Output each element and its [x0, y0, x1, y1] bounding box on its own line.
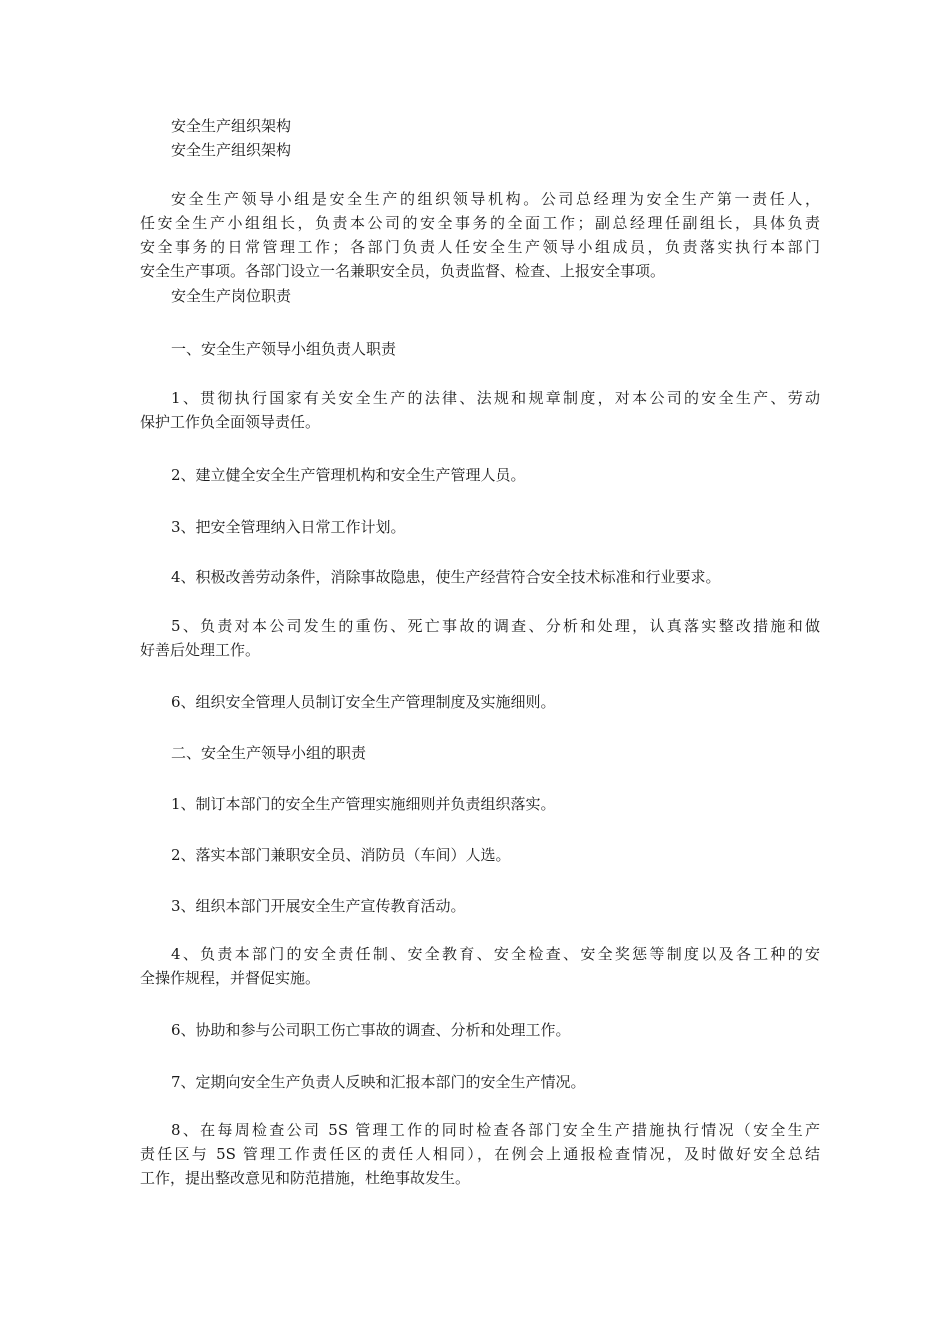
section-2-item-8: 8、在每周检查公司 5S 管理工作的同时检查各部门安全生产措施执行情况（安全生产: [171, 1121, 820, 1139]
section-2-item-8-cont: 责任区与 5S 管理工作责任区的责任人相同），在例会上通报检查情况，及时做好安全总结: [140, 1145, 820, 1163]
subtitle: 安全生产岗位职责: [171, 287, 292, 305]
intro-paragraph-line: 任安全生产小组组长，负责本公司的安全事务的全面工作；副总经理任副组长，具体负责: [140, 214, 820, 232]
section-2-item-8-cont: 工作，提出整改意见和防范措施，杜绝事故发生。: [140, 1169, 471, 1187]
intro-paragraph-line: 安全事务的日常管理工作；各部门负责人任安全生产领导小组成员，负责落实执行本部门: [140, 238, 820, 256]
section-1-item-4: 4、积极改善劳动条件，消除事故隐患，使生产经营符合安全技术标准和行业要求。: [171, 568, 721, 586]
section-2-heading: 二、安全生产领导小组的职责: [171, 744, 367, 762]
section-2-item-2: 2、落实本部门兼职安全员、消防员（车间）人选。: [171, 846, 511, 864]
section-2-item-1: 1、制订本部门的安全生产管理实施细则并负责组织落实。: [171, 795, 556, 813]
section-1-item-6: 6、组织安全管理人员制订安全生产管理制度及实施细则。: [171, 693, 556, 711]
document-title: 安全生产组织架构: [171, 117, 292, 135]
section-1-item-1-cont: 保护工作负全面领导责任。: [140, 413, 321, 431]
section-2-item-3: 3、组织本部门开展安全生产宣传教育活动。: [171, 897, 466, 915]
section-1-item-3: 3、把安全管理纳入日常工作计划。: [171, 518, 406, 536]
section-1-item-1: 1、贯彻执行国家有关安全生产的法律、法规和规章制度，对本公司的安全生产、劳动: [171, 389, 820, 407]
section-1-item-5-cont: 好善后处理工作。: [140, 641, 261, 659]
intro-paragraph-line: 安全生产事项。各部门设立一名兼职安全员，负责监督、检查、上报安全事项。: [140, 262, 666, 280]
section-1-item-2: 2、建立健全安全生产管理机构和安全生产管理人员。: [171, 466, 526, 484]
section-2-item-6: 6、协助和参与公司职工伤亡事故的调查、分析和处理工作。: [171, 1021, 571, 1039]
section-2-item-4-cont: 全操作规程，并督促实施。: [140, 969, 321, 987]
section-2-item-7: 7、定期向安全生产负责人反映和汇报本部门的安全生产情况。: [171, 1073, 586, 1091]
section-2-item-4: 4、负责本部门的安全责任制、安全教育、安全检查、安全奖惩等制度以及各工种的安: [171, 945, 820, 963]
intro-paragraph-line: 安全生产领导小组是安全生产的组织领导机构。公司总经理为安全生产第一责任人，: [171, 190, 820, 208]
section-1-item-5: 5、负责对本公司发生的重伤、死亡事故的调查、分析和处理，认真落实整改措施和做: [171, 617, 820, 635]
document-title-repeat: 安全生产组织架构: [171, 141, 292, 159]
section-1-heading: 一、安全生产领导小组负责人职责: [171, 340, 397, 358]
